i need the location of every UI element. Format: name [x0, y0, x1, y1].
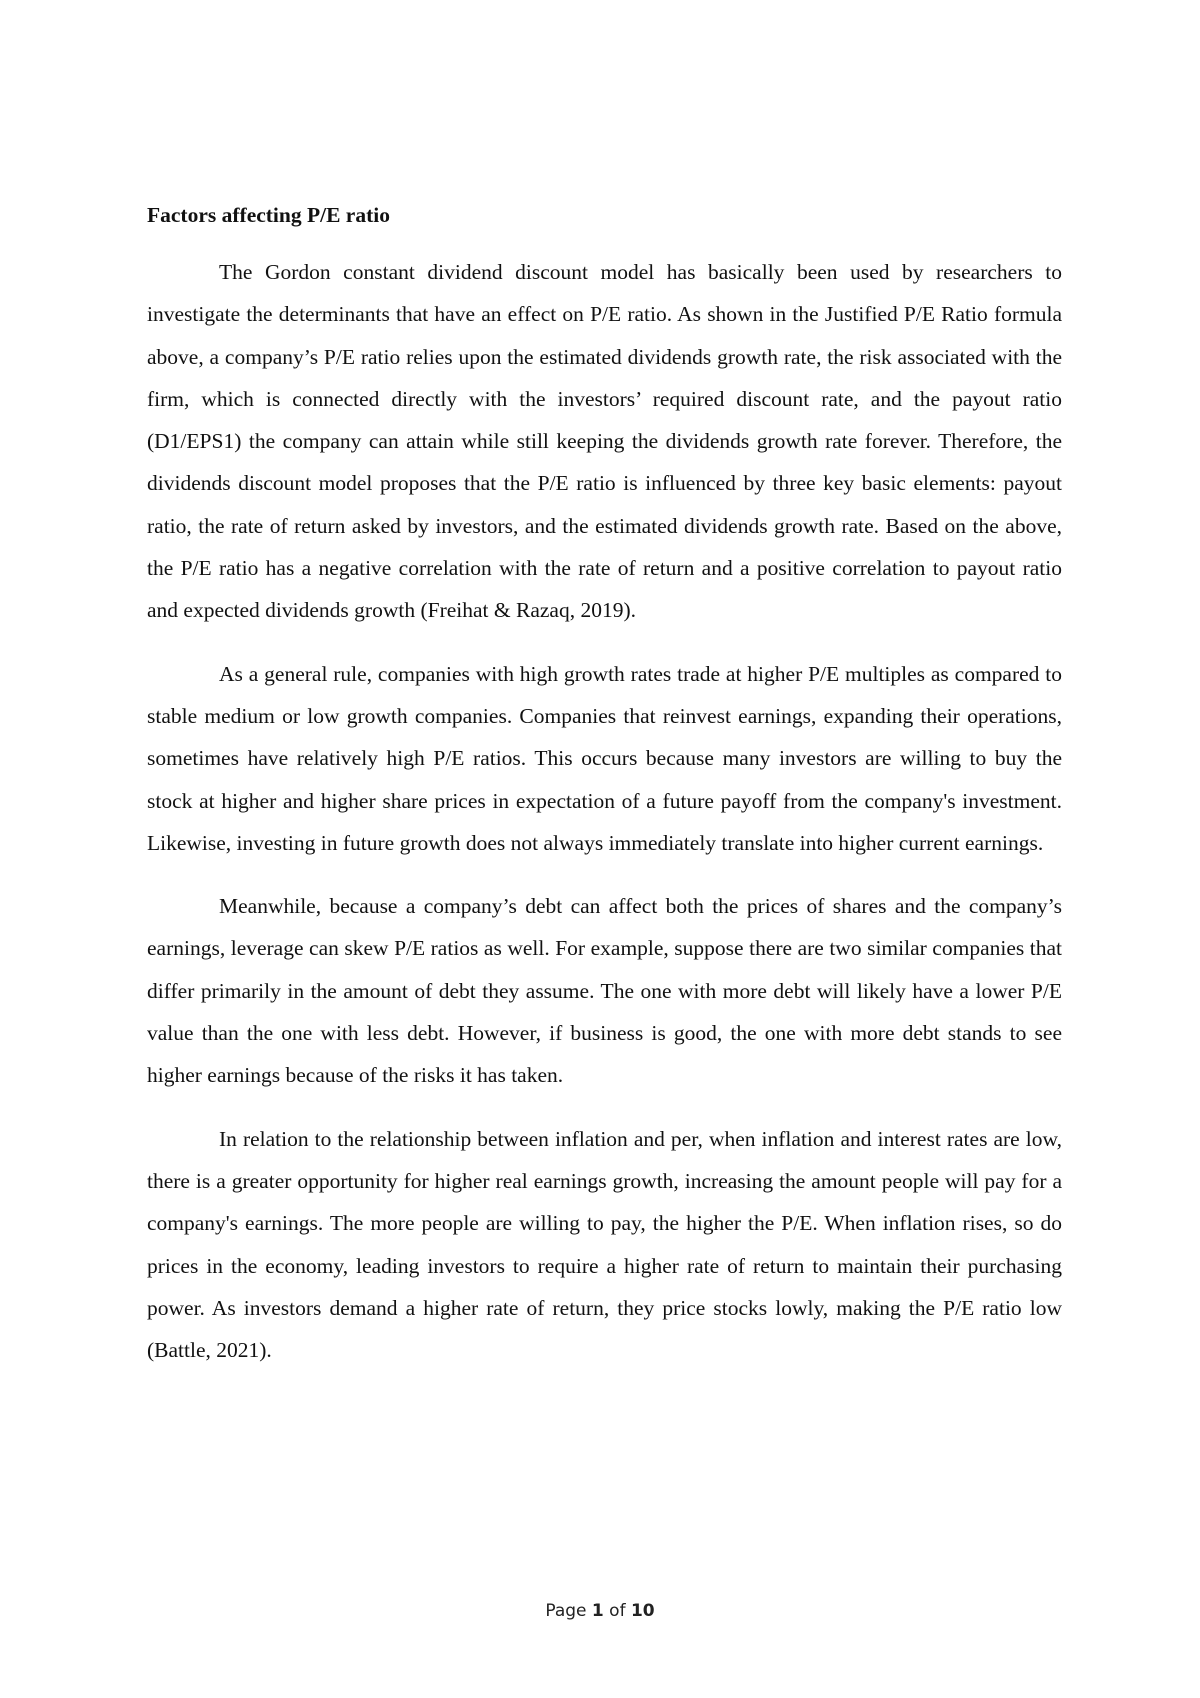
paragraph-debt-leverage: Meanwhile, because a company’s debt can affect both the prices of shares and the company’s earnings, leverage can skew P/E ratios as well. For example, suppose there are two similar companies that differ primarily in the amount of debt they assume. The one with more debt will likely have a lower P/E value than the one with less debt. However, if business is good, the one with more debt stands to see higher earnings because of the risks it has taken.: [147, 894, 1062, 1088]
footer-total-pages: 10: [630, 1601, 655, 1621]
footer-current-page: 1: [591, 1601, 604, 1621]
document-body: [147, 200, 1062, 1392]
page-footer: [0, 1600, 1200, 1622]
paragraph-inflation: In relation to the relationship between inflation and per, when inflation and interest rates are low, there is a greater opportunity for higher real earnings growth, increasing the amount people will pay for a company's earnings. The more people are willing to pay, the higher the P/E. When inflation rises, so do prices in the economy, leading investors to require a higher rate of return to maintain their purchasing power. As investors demand a higher rate of return, they price stocks lowly, making the P/E ratio low (Battle, 2021).: [147, 1126, 1062, 1363]
paragraph-gordon-model: The Gordon constant dividend discount model has basically been used by researchers to investigate the determinants that have an effect on P/E ratio. As shown in the Justified P/E Ratio formula above, a company’s P/E ratio relies upon the estimated dividends growth rate, the risk associated with the firm, which is connected directly with the investors’ required discount rate, and the payout ratio (D1/EPS1) the company can attain while still keeping the dividends growth rate forever. Therefore, the dividends discount model proposes that the P/E ratio is influenced by three key basic elements: payout ratio, the rate of return asked by investors, and the estimated dividends growth rate. Based on the above, the P/E ratio has a negative correlation with the rate of return and a positive correlation to payout ratio and expected dividends growth (Freihat & Razaq, 2019).: [147, 260, 1062, 623]
footer-page-word: Page: [545, 1601, 587, 1621]
footer-of-word: of: [609, 1601, 626, 1621]
section-heading: Factors affecting P/E ratio: [147, 203, 390, 227]
paragraph-growth-rates: As a general rule, companies with high growth rates trade at higher P/E multiples as compared to stable medium or low growth companies. Companies that reinvest earnings, expanding their operations, sometimes have relatively high P/E ratios. This occurs because many investors are willing to buy the stock at higher and higher share prices in expectation of a future payoff from the company's investment. Likewise, investing in future growth does not always immediately translate into higher current earnings.: [147, 661, 1062, 855]
